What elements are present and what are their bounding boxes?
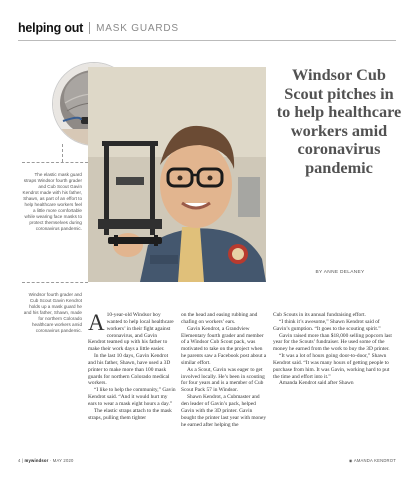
caption-connector [22, 282, 88, 283]
subsection-name: MASK GUARDS [96, 22, 179, 34]
section-header [18, 20, 179, 36]
article-column-1 [88, 312, 176, 422]
issue-date: MAY 2020 [52, 458, 74, 463]
paragraph: Gavin raised more than $18,000 selling popcorn last year for the Scouts’ fundraiser. He used some of the money he earned from the work to buy the 3D printer. [273, 332, 392, 353]
header-rule [18, 40, 396, 41]
photo-caption-bottom: Windsor fourth grader and Cub Scout Gavin Kendrot holds up a mask guard he and his father, Shawn, made for northern Colorado healthcare workers amid coronavirus pandemic. [23, 292, 82, 333]
paragraph: 10-year-old Windsor boy wanted to help local healthcare workers’ in their fight against coronavirus, and Gavin Kendrot teamed up with his father to make their work days a little easier. [88, 312, 174, 353]
paragraph: As a Scout, Gavin was eager to get involved locally. He’s been in scouting for four years and is a member of Cub Scout Pack 57 in Windsor. [181, 366, 265, 394]
article-column-3 [273, 312, 397, 387]
paragraph: on the head and easing rubbing and chafing on workers’ ears. [181, 312, 258, 325]
photo-caption-top: The elastic mask guard straps Windsor fourth grader and Cub Scout Gavin Kendrot made with his father, Shawn, as part of an effort to help healthcare workers feel a little more comfortable while wearing face masks to protect themselves during coronavirus pandemic. [22, 172, 82, 231]
paragraph: Shawn Kendrot, a Cubmaster and den leader of Gavin’s pack, helped Gavin with the 3D printer. Gavin bought the printer last year with money he earned after helping the [181, 394, 267, 428]
paragraph: Cub Scouts in its annual fundraising effort. [273, 312, 366, 318]
caption-connector [22, 162, 88, 163]
header-divider [89, 22, 90, 34]
cub-scout-photo [88, 67, 266, 282]
page-footer: 4 | mywindsor · MAY 2020 [18, 458, 74, 463]
paragraph: The elastic straps attach to the mask straps, pulling them tighter [88, 407, 172, 421]
paragraph: “I think it’s awesome,” Shawn Kendrot said of Gavin’s gumption. “It goes to the scouting spirit.” [273, 318, 381, 332]
paragraph: “It was a lot of hours going door-to-door,” Shawn Kendrot said. “It was many hours of getting people to purchase from him. It was Gavin, working hard to put the time and effort into it.” [273, 353, 390, 380]
publication-name: mywindsor [24, 458, 49, 463]
photo-credit-icon: ◉ [348, 458, 354, 463]
paragraph: In the last 10 days, Gavin Kendrot and his father, Shawn, have used a 3D printer to make more than 100 mask guards for northern Colorado medical workers. [88, 353, 171, 387]
paragraph: Amanda Kendrot said after Shawn [279, 380, 354, 387]
byline: BY ANNE DELANEY [315, 270, 365, 275]
drop-cap: A [88, 310, 105, 335]
page-number: 4 [18, 458, 21, 463]
paragraph: Gavin Kendrot, a Grandview Elementary fourth grader and member of a Windsor Cub Scout pack, was motivated to take on the project when he parents saw a Facebook post about a similar effort. [181, 325, 267, 366]
caption-connector [62, 144, 63, 162]
section-name: helping out [18, 21, 84, 35]
paragraph: “I like to help the community,” Gavin Kendrot said. “And it would hurt my ears to wear a mask eight hours a day.” [88, 387, 176, 407]
article-column-2 [181, 312, 268, 428]
article-title: Windsor Cub Scout pitches in to help healthcare workers amid coronavirus pandemic [276, 65, 402, 177]
photo-credit-name: AMANDA KENDROT [353, 458, 396, 463]
photo-credit [340, 458, 396, 463]
